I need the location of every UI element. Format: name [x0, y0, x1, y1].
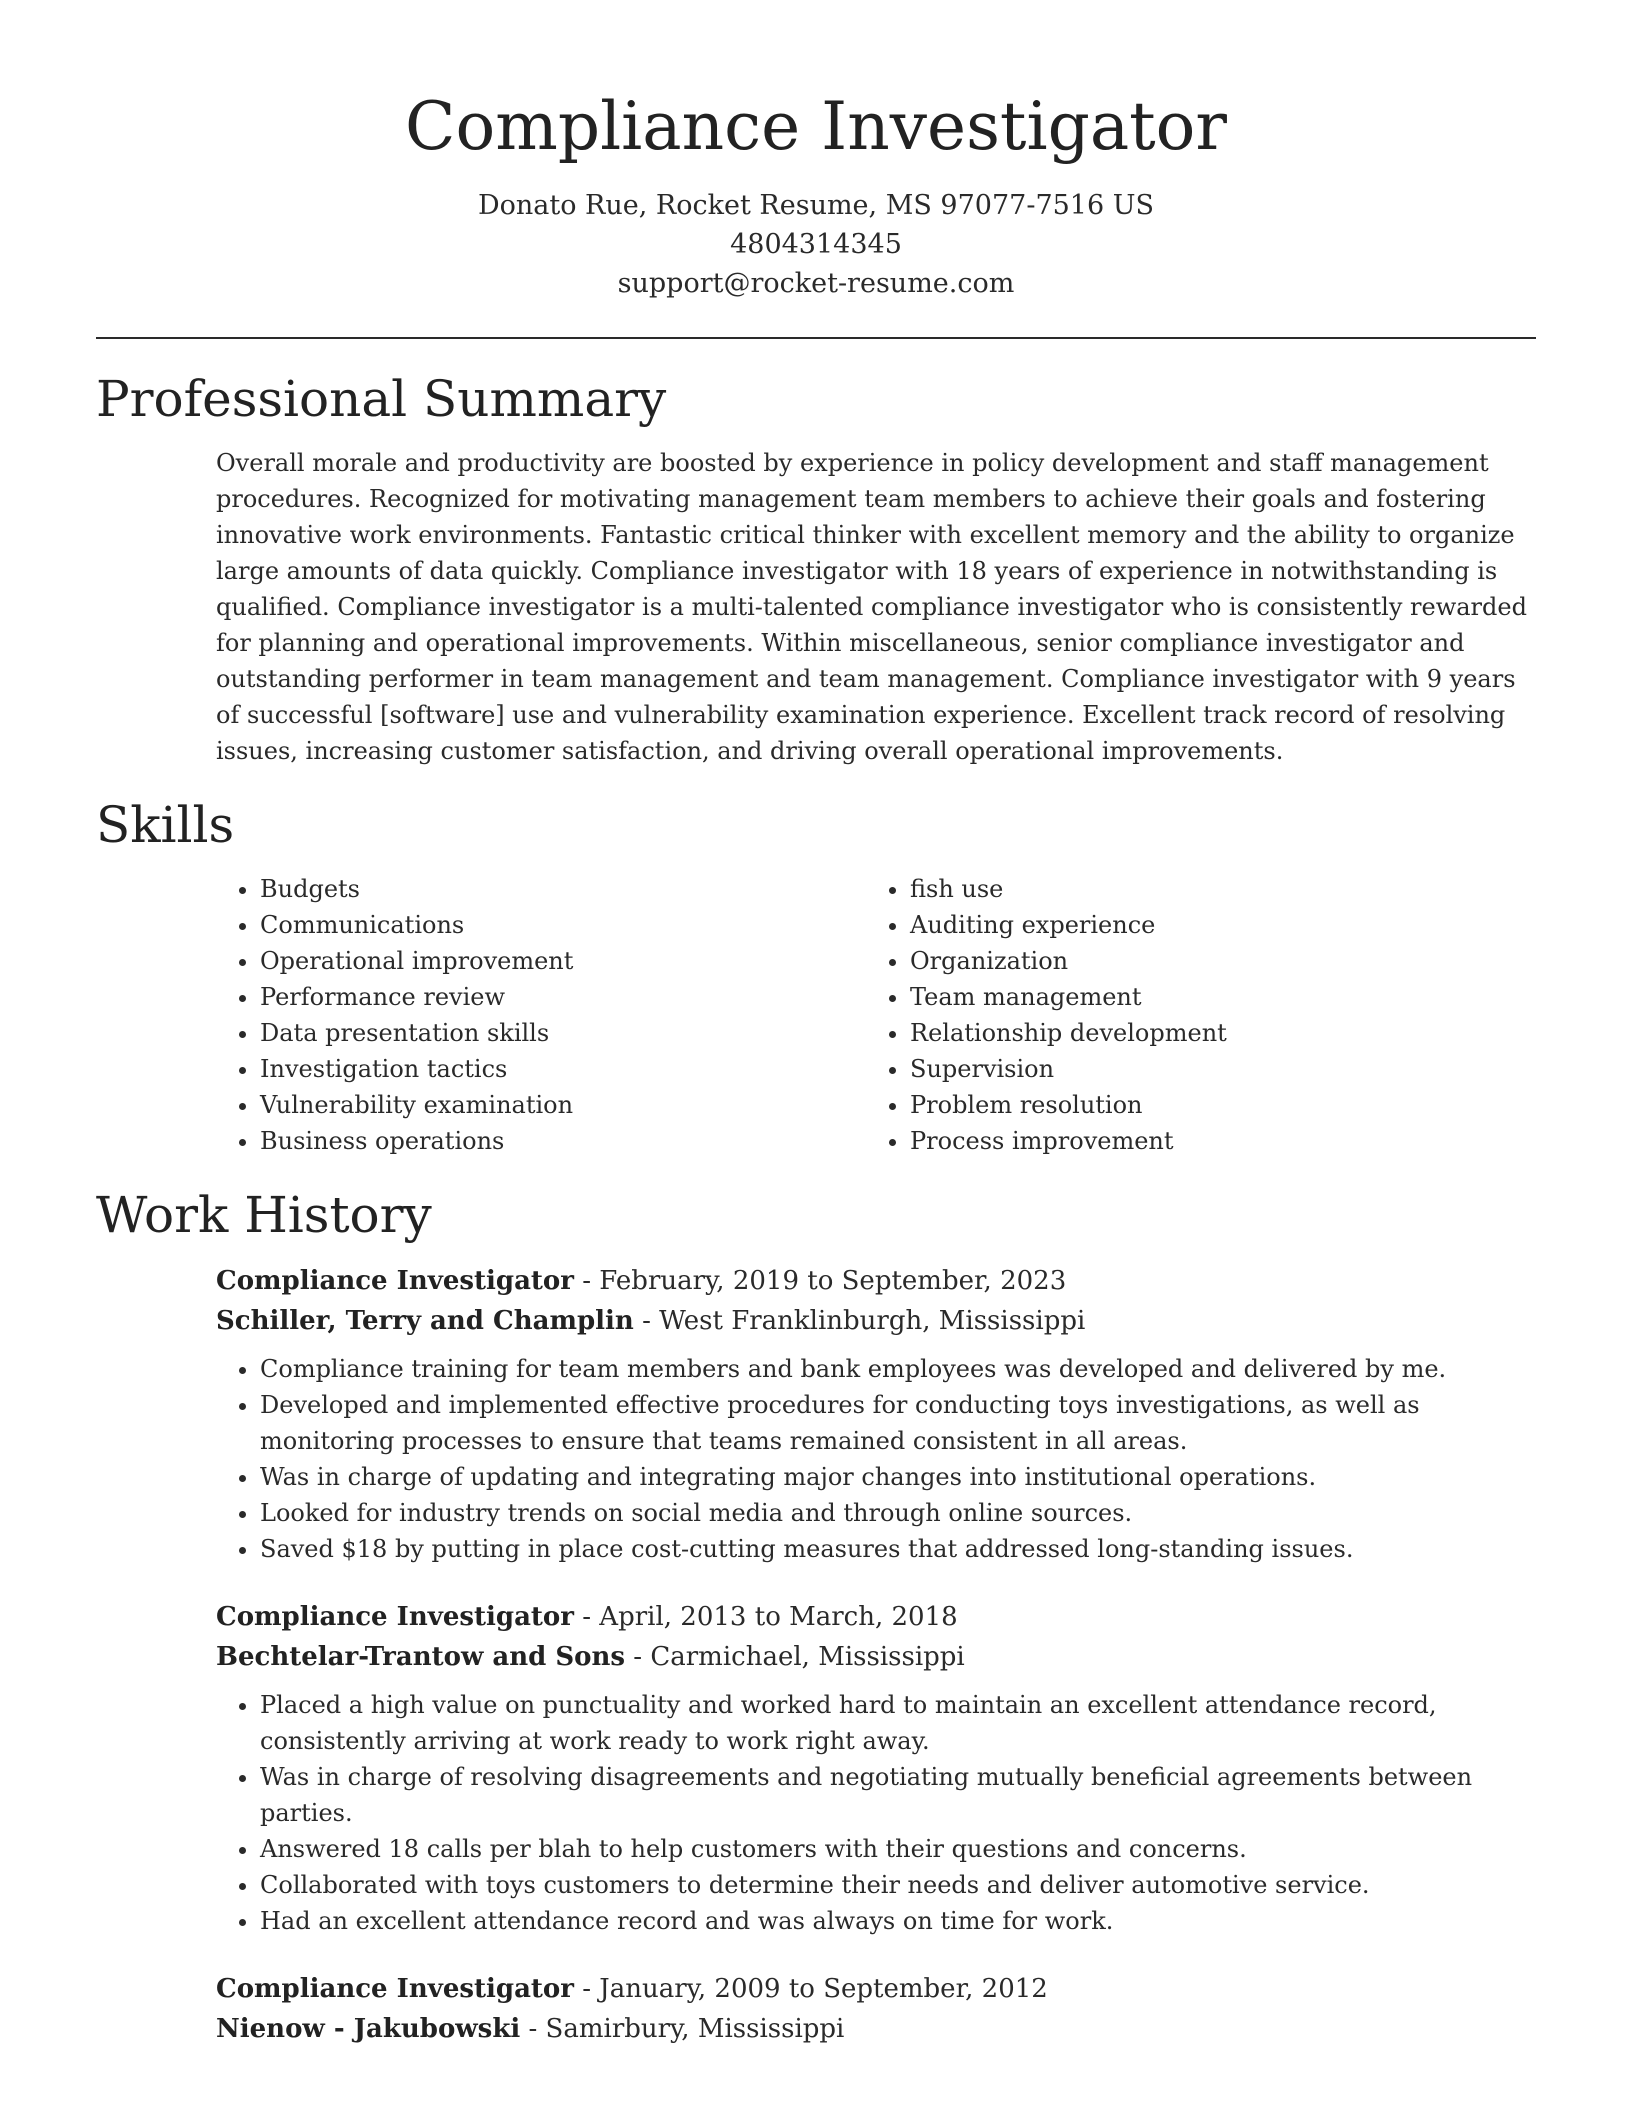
job-title: Compliance Investigator — [216, 1974, 574, 2004]
skills-grid — [96, 871, 1536, 1159]
work-history-section — [96, 1183, 1536, 2049]
skill-item: • Auditing experience — [910, 907, 1516, 943]
job-title: Compliance Investigator — [216, 1602, 574, 1632]
job-bullet-list — [216, 1687, 1536, 1939]
job-dates: - January, 2009 to September, 2012 — [573, 1974, 1048, 2004]
job-location: - Carmichael, Mississippi — [625, 1642, 965, 1672]
work-history-heading: Work History — [96, 1186, 432, 1244]
skill-item: • Team management — [910, 979, 1516, 1015]
skill-item: • Problem resolution — [910, 1087, 1516, 1123]
job-bullet: • Was in charge of resolving disagreements and negotiating mutually beneficial agreements between parties. — [260, 1759, 1536, 1831]
contact-email: support@rocket-resume.com — [617, 268, 1015, 299]
contact-phone: 4804314345 — [730, 229, 902, 260]
job-location: - West Franklinburgh, Mississippi — [633, 1306, 1086, 1336]
job-company-line — [216, 1301, 1536, 1341]
summary-section — [96, 367, 1536, 769]
job-company: Schiller, Terry and Champlin — [216, 1306, 634, 1336]
job-title-line — [216, 1261, 1536, 1301]
skills-column-left — [216, 871, 866, 1159]
skill-item: • Relationship development — [910, 1015, 1516, 1051]
skill-item: • Performance review — [260, 979, 866, 1015]
job-bullet: • Was in charge of updating and integrating major changes into institutional operations. — [260, 1459, 1536, 1495]
job-company-line — [216, 2009, 1536, 2049]
skill-item: • Organization — [910, 943, 1516, 979]
job-company: Bechtelar-Trantow and Sons — [216, 1642, 626, 1672]
job-bullet: • Compliance training for team members and bank employees was developed and delivered by me. — [260, 1351, 1536, 1387]
job-dates: - February, 2019 to September, 2023 — [573, 1266, 1067, 1296]
skill-item: • Data presentation skills — [260, 1015, 866, 1051]
resume-header — [96, 0, 1536, 303]
skill-item: • Operational improvement — [260, 943, 866, 979]
contact-block — [96, 186, 1536, 303]
job-bullet: • Collaborated with toys customers to determine their needs and deliver automotive service. — [260, 1867, 1536, 1903]
resume-title: Compliance Investigator — [405, 88, 1227, 165]
summary-text: Overall morale and productivity are boosted by experience in policy development and staff management procedures. Recognized for motivating management team members to achieve their goals and fostering innovative work environments. Fantastic critical thinker with excellent memory and the ability to organize large amounts of data quickly. Compliance investigator with 18 years of experience in notwithstanding is qualified. Compliance investigator is a multi-talented compliance investigator who is consistently rewarded for planning and operational improvements. Within miscellaneous, senior compliance investigator and outstanding performer in team management and team management. Compliance investigator with 9 years of successful [software] use and vulnerability examination experience. Excellent track record of resolving issues, increasing customer satisfaction, and driving overall operational improvements. — [216, 449, 1527, 765]
job-entry — [96, 1261, 1536, 1567]
job-company: Nienow - Jakubowski — [216, 2014, 521, 2044]
skill-item: • Communications — [260, 907, 866, 943]
skill-item: • fish use — [910, 871, 1516, 907]
skill-item: • Process improvement — [910, 1123, 1516, 1159]
header-divider — [96, 337, 1536, 339]
job-bullet-list — [216, 1351, 1536, 1567]
job-title: Compliance Investigator — [216, 1266, 574, 1296]
job-title-line — [216, 1597, 1536, 1637]
skills-column-right — [866, 871, 1516, 1159]
job-bullet: • Answered 18 calls per blah to help customers with their questions and concerns. — [260, 1831, 1536, 1867]
skill-item: • Vulnerability examination — [260, 1087, 866, 1123]
skill-item: • Business operations — [260, 1123, 866, 1159]
job-bullet: • Placed a high value on punctuality and worked hard to maintain an excellent attendance record, consistently arriving at work ready to work right away. — [260, 1687, 1536, 1759]
job-dates: - April, 2013 to March, 2018 — [573, 1602, 958, 1632]
job-title-line — [216, 1969, 1536, 2009]
job-bullet: • Saved $18 by putting in place cost-cutting measures that addressed long-standing issues. — [260, 1531, 1536, 1567]
skill-item: • Supervision — [910, 1051, 1516, 1087]
job-bullet: • Had an excellent attendance record and was always on time for work. — [260, 1903, 1536, 1939]
job-location: - Samirbury, Mississippi — [520, 2014, 845, 2044]
summary-heading: Professional Summary — [96, 370, 667, 428]
skills-section — [96, 793, 1536, 1159]
skill-item: • Investigation tactics — [260, 1051, 866, 1087]
job-entry — [96, 1597, 1536, 1939]
job-bullet: • Developed and implemented effective procedures for conducting toys investigations, as well as monitoring processes to ensure that teams remained consistent in all areas. — [260, 1387, 1536, 1459]
contact-address: Donato Rue, Rocket Resume, MS 97077-7516 US — [477, 190, 1154, 221]
job-bullet: • Looked for industry trends on social media and through online sources. — [260, 1495, 1536, 1531]
job-entry — [96, 1969, 1536, 2049]
job-company-line — [216, 1637, 1536, 1677]
skills-heading: Skills — [96, 796, 235, 854]
skill-item: • Budgets — [260, 871, 866, 907]
